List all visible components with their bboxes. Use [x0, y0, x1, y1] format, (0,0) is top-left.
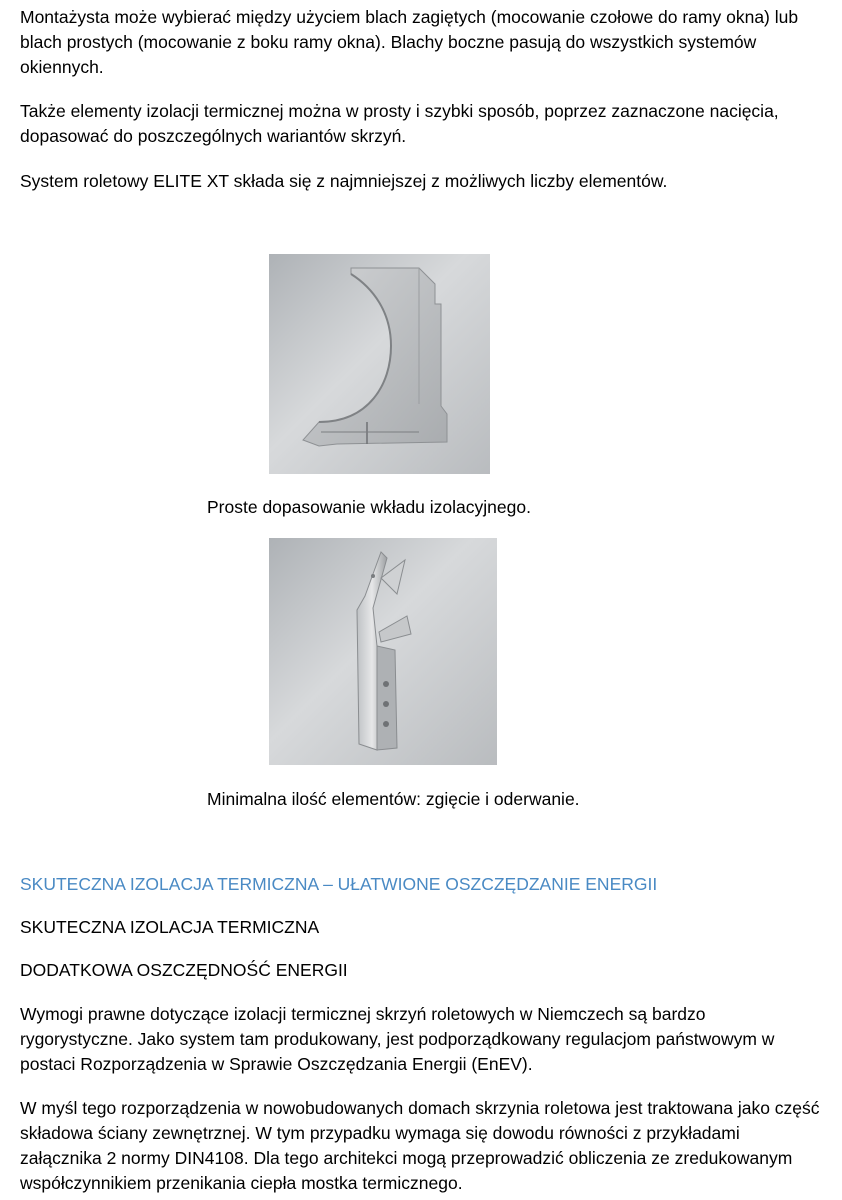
subheading-energy-savings: DODATKOWA OSZCZĘDNOŚĆ ENERGII	[20, 960, 348, 980]
mounting-bracket-illustration	[269, 538, 497, 765]
figure-caption-bracket: Minimalna ilość elementów: zgięcie i oderwanie.	[207, 789, 580, 809]
paragraph-mounting-options: Montażysta może wybierać między użyciem blach zagiętych (mocowanie czołowe do ramy okna) lub blach prostych (mocowanie z boku ramy okna). Blachy boczne pasują do wszystkich systemów okiennych.	[20, 7, 799, 77]
figure-caption-insulation: Proste dopasowanie wkładu izolacyjnego.	[207, 497, 531, 517]
paragraph-regulation-details: W myśl tego rozporządzenia w nowobudowanych domach skrzynia roletowa jest traktowana jako część składowa ściany zewnętrznej. W tym przypadku wymaga się dowodu równości z przykładami załącznika 2 normy DIN4108. Dla tego architekci mogą przeprowadzić obliczenia ze zredukowanym współczynnikiem przenikania ciepła mostka termicznego.	[20, 1098, 820, 1193]
insulation-insert-image	[269, 254, 490, 474]
subheading-thermal-insulation: SKUTECZNA IZOLACJA TERMICZNA	[20, 917, 320, 937]
paragraph-legal-requirements: Wymogi prawne dotyczące izolacji termicznej skrzyń roletowych w Niemczech są bardzo rygorystyczne. Jako system tam produkowany, jest podporządkowany regulacjom państwowym w postaci Rozporządzenia w Sprawie Oszczędzania Energii (EnEV).	[20, 1004, 775, 1074]
paragraph-insulation-fitting: Także elementy izolacji termicznej można w prosty i szybki sposób, poprzez zaznaczone nacięcia, dopasować do poszczególnych wariantów skrzyń.	[20, 101, 779, 146]
section-heading: SKUTECZNA IZOLACJA TERMICZNA – UŁATWIONE OSZCZĘDZANIE ENERGII	[20, 874, 658, 894]
paragraph-system-elements: System roletowy ELITE XT składa się z najmniejszej z możliwych liczby elementów.	[20, 171, 668, 191]
insulation-insert-illustration	[269, 254, 490, 474]
mounting-bracket-image	[269, 538, 497, 765]
